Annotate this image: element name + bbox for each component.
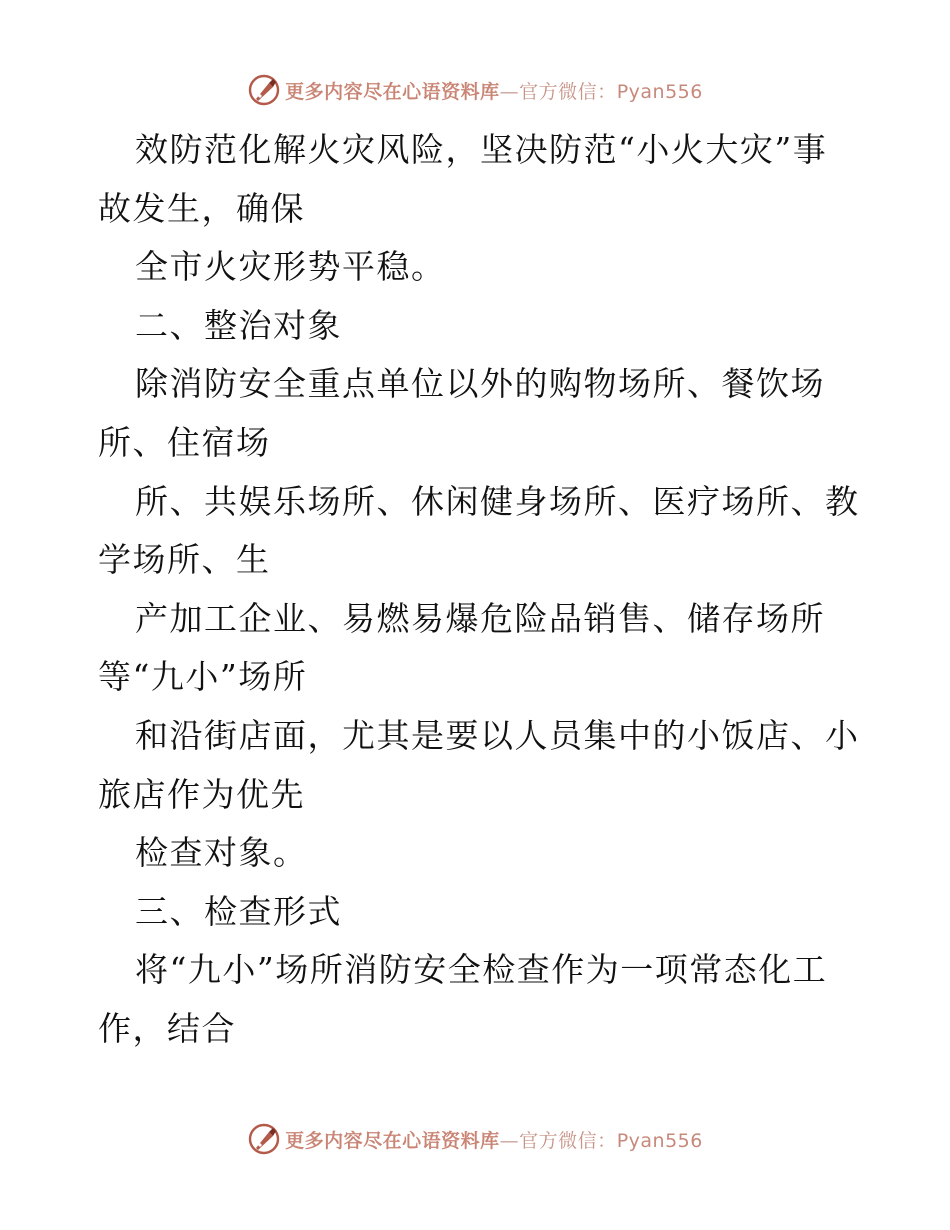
banner-wechat-label: 官方微信： xyxy=(519,1129,617,1152)
section-heading: 二、整治对象 xyxy=(135,305,342,345)
body-line: 将“九小”场所消防安全检查作为一项常态化工 xyxy=(135,950,828,990)
body-line: 作，结合 xyxy=(98,1008,236,1048)
body-line: 全市火灾形势平稳。 xyxy=(135,247,446,287)
banner-separator: — xyxy=(499,1129,520,1152)
body-line: 检查对象。 xyxy=(135,833,308,873)
section-heading: 三、检查形式 xyxy=(135,891,342,931)
pen-nib-logo-icon xyxy=(247,73,281,107)
body-line: 所、共娱乐场所、休闲健身场所、医疗场所、教 xyxy=(135,481,860,521)
body-line: 旅店作为优先 xyxy=(98,774,305,814)
body-line: 故发生，确保 xyxy=(98,188,305,228)
body-line: 所、住宿场 xyxy=(98,422,271,462)
footer-banner xyxy=(0,1119,950,1159)
pen-nib-logo-icon xyxy=(247,1122,281,1156)
banner-wechat-label: 官方微信： xyxy=(519,80,617,103)
banner-main-text: 更多内容尽在心语资料库 xyxy=(285,1129,500,1152)
banner-text xyxy=(285,1126,703,1153)
body-line: 等“九小”场所 xyxy=(98,657,308,697)
banner-main-text: 更多内容尽在心语资料库 xyxy=(285,80,500,103)
document-body xyxy=(98,121,858,1059)
banner-wechat-id: Pyan556 xyxy=(616,1129,703,1152)
body-line: 效防范化解火灾风险，坚决防范“小火大灾”事 xyxy=(135,130,828,169)
body-line: 和沿街店面，尤其是要以人员集中的小饭店、小 xyxy=(135,715,860,755)
banner-text xyxy=(285,77,703,104)
body-line: 学场所、生 xyxy=(98,540,271,580)
banner-separator: — xyxy=(499,80,520,103)
body-line: 除消防安全重点单位以外的购物场所、餐饮场 xyxy=(135,364,825,404)
banner-wechat-id: Pyan556 xyxy=(616,80,703,103)
body-line: 产加工企业、易燃易爆危险品销售、储存场所 xyxy=(135,598,825,638)
header-banner xyxy=(0,70,950,110)
